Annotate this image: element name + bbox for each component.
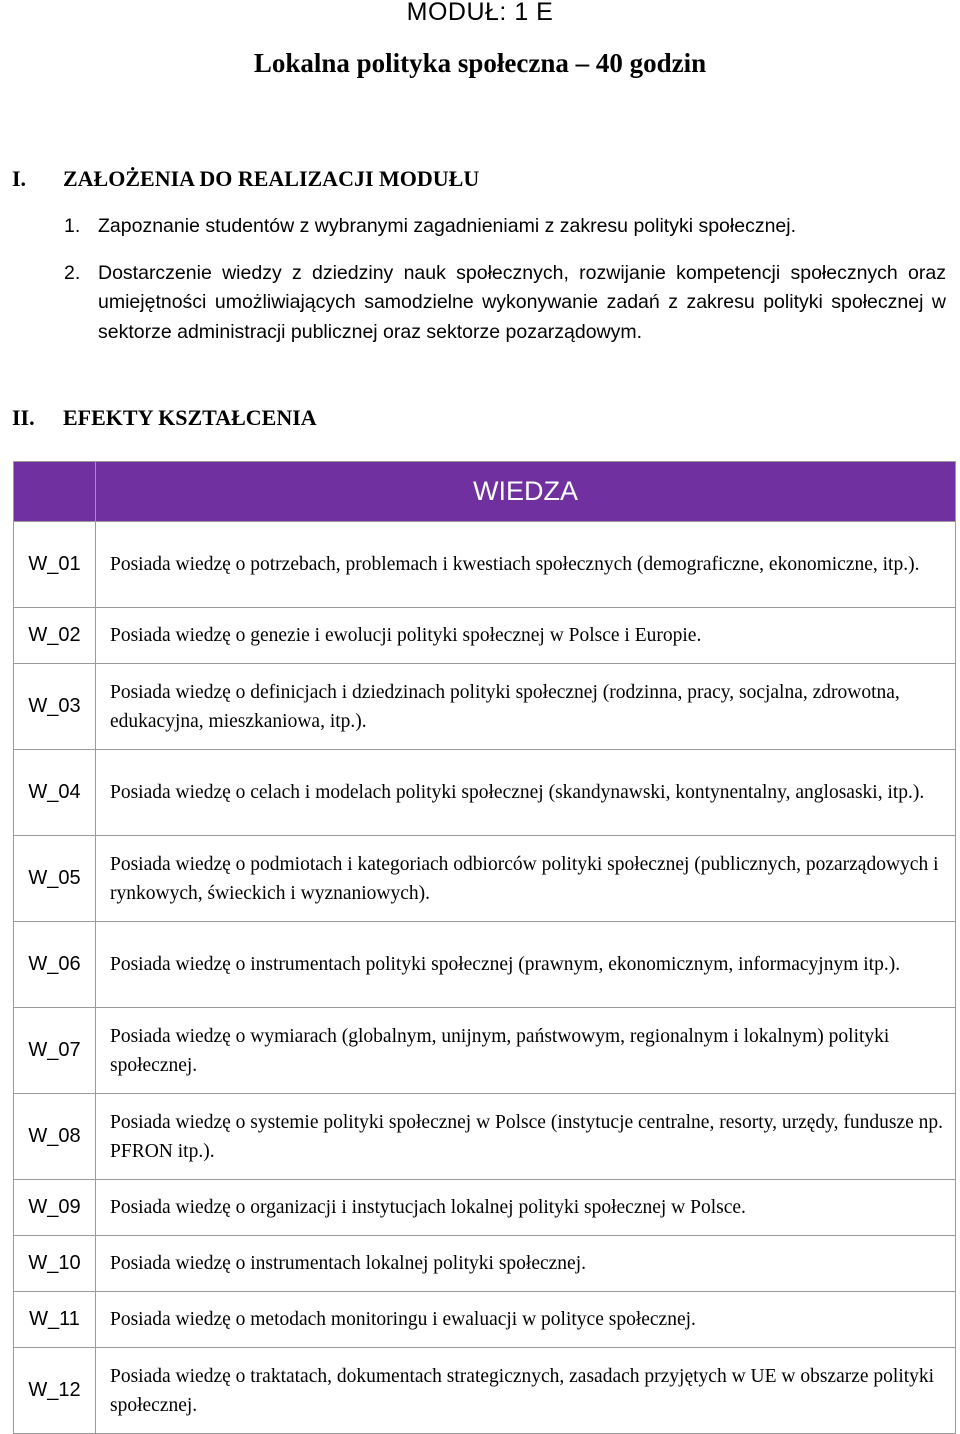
outcome-code: W_11 xyxy=(14,1292,96,1348)
list-item-text: Dostarczenie wiedzy z dziedziny nauk społecznych, rozwijanie kompetencji społecznych oraz umiejętności umożliwiających samodzielne wykonywanie zadań z zakresu polityki społecznej w sektorze administracji publicznej oraz sektorze pozarządowym. xyxy=(98,261,946,343)
outcome-description: Posiada wiedzę o systemie polityki społecznej w Polsce (instytucje centralne, resorty, urzędy, fundusze np. PFRON itp.). xyxy=(96,1094,956,1180)
list-item-text: Zapoznanie studentów z wybranymi zagadnieniami z zakresu polityki społecznej. xyxy=(98,215,797,237)
section-title: EFEKTY KSZTAŁCENIA xyxy=(63,405,317,430)
list-item-number: 2. xyxy=(64,261,81,284)
table-header-knowledge: WIEDZA xyxy=(96,462,956,522)
outcome-description: Posiada wiedzę o wymiarach (globalnym, unijnym, państwowym, regionalnym i lokalnym) polityki społecznej. xyxy=(96,1008,956,1094)
section-heading-assumptions xyxy=(12,166,479,192)
outcome-description: Posiada wiedzę o instrumentach lokalnej polityki społecznej. xyxy=(96,1236,956,1292)
outcome-description: Posiada wiedzę o instrumentach polityki społecznej (prawnym, ekonomicznym, informacyjnym itp.). xyxy=(96,922,956,1008)
outcome-description: Posiada wiedzę o potrzebach, problemach i kwestiach społecznych (demograficzne, ekonomiczne, itp.). xyxy=(96,522,956,608)
table-row xyxy=(14,836,956,922)
table-row xyxy=(14,608,956,664)
outcome-code: W_01 xyxy=(14,522,96,608)
outcome-code: W_09 xyxy=(14,1180,96,1236)
list-item xyxy=(64,212,946,242)
table-row xyxy=(14,1292,956,1348)
outcome-description: Posiada wiedzę o podmiotach i kategoriach odbiorców polityki społecznej (publicznych, pozarządowych i rynkowych, świeckich i wyznaniowych). xyxy=(96,836,956,922)
outcome-code: W_10 xyxy=(14,1236,96,1292)
outcome-code: W_02 xyxy=(14,608,96,664)
objectives-list xyxy=(64,212,946,347)
table-header-blank xyxy=(14,462,96,522)
section-heading-effects xyxy=(12,405,317,431)
outcome-description: Posiada wiedzę o genezie i ewolucji polityki społecznej w Polsce i Europie. xyxy=(96,608,956,664)
page-title: Lokalna polityka społeczna – 40 godzin xyxy=(253,48,707,78)
table-row xyxy=(14,664,956,750)
outcome-code: W_03 xyxy=(14,664,96,750)
table-row xyxy=(14,1180,956,1236)
outcome-description: Posiada wiedzę o traktatach, dokumentach strategicznych, zasadach przyjętych w UE w obszarze polityki społecznej. xyxy=(96,1348,956,1434)
outcome-code: W_05 xyxy=(14,836,96,922)
outcome-code: W_04 xyxy=(14,750,96,836)
table-row xyxy=(14,1236,956,1292)
table-row xyxy=(14,1094,956,1180)
table-row xyxy=(14,1348,956,1434)
outcome-code: W_07 xyxy=(14,1008,96,1094)
section-number: II. xyxy=(12,405,35,430)
outcome-description: Posiada wiedzę o celach i modelach polityki społecznej (skandynawski, kontynentalny, anglosaski, itp.). xyxy=(96,750,956,836)
learning-outcomes-table xyxy=(13,461,956,1434)
table-row xyxy=(14,750,956,836)
list-item xyxy=(64,259,946,348)
outcome-code: W_12 xyxy=(14,1348,96,1434)
table-row xyxy=(14,1008,956,1094)
list-item-number: 1. xyxy=(64,215,81,237)
outcome-description: Posiada wiedzę o organizacji i instytucjach lokalnej polityki społecznej w Polsce. xyxy=(96,1180,956,1236)
outcome-code: W_06 xyxy=(14,922,96,1008)
table-row xyxy=(14,922,956,1008)
section-title: ZAŁOŻENIA DO REALIZACJI MODUŁU xyxy=(63,166,480,191)
outcome-description: Posiada wiedzę o metodach monitoringu i ewaluacji w polityce społecznej. xyxy=(96,1292,956,1348)
module-title: MODUŁ: 1 E xyxy=(406,0,554,26)
table-row xyxy=(14,522,956,608)
table-header-row xyxy=(14,462,956,522)
section-number: I. xyxy=(12,166,27,191)
outcome-code: W_08 xyxy=(14,1094,96,1180)
outcome-description: Posiada wiedzę o definicjach i dziedzinach polityki społecznej (rodzinna, pracy, socjalna, zdrowotna, edukacyjna, mieszkaniowa, itp.). xyxy=(96,664,956,750)
